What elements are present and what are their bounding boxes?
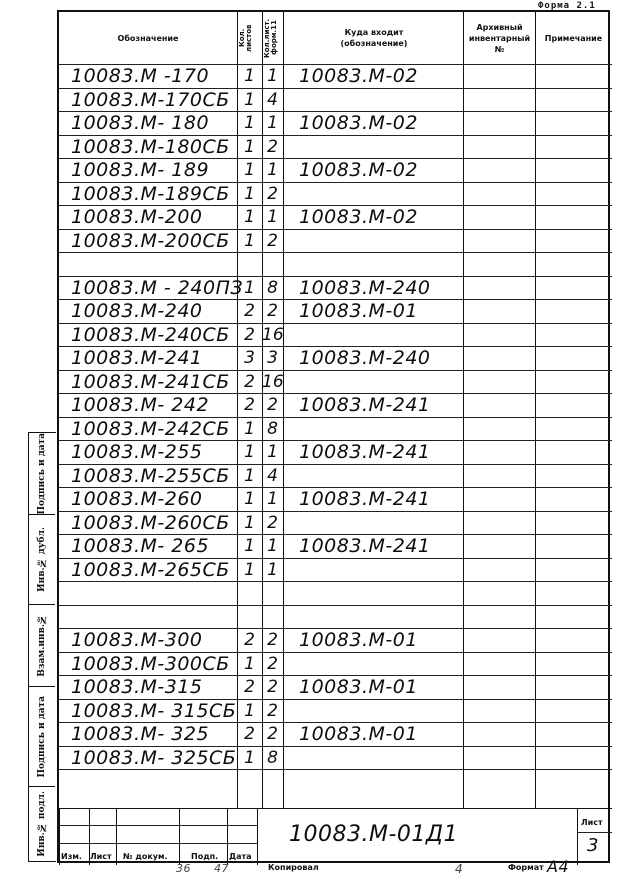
row-sheets: 1 xyxy=(244,160,255,180)
row-sheets: 3 xyxy=(244,348,255,368)
row-designation: 10083.М- 242 xyxy=(71,394,210,416)
row-sheets: 1 xyxy=(244,277,255,298)
row-designation: 10083.М- 189 xyxy=(71,159,210,181)
row-sheets: 2 xyxy=(244,371,255,392)
row-sheets: 1 xyxy=(244,418,255,439)
row-format: 1 xyxy=(267,207,278,227)
table-row xyxy=(59,675,612,699)
row-sheets: 2 xyxy=(244,395,255,415)
stamp-cell-sign: Подп. xyxy=(191,852,219,861)
row-designation: 10083.М-189СБ xyxy=(71,182,230,205)
table-row xyxy=(59,511,612,535)
row-sheets: 1 xyxy=(244,89,255,110)
row-used-in: 10083.М-01 xyxy=(299,723,418,745)
row-sheets: 1 xyxy=(244,183,255,204)
row-sheets: 1 xyxy=(244,66,255,86)
row-sheets: 1 xyxy=(244,700,255,721)
row-used-in: 10083.М-241 xyxy=(299,441,431,463)
row-designation: 10083.М-241СБ xyxy=(71,370,230,393)
table-row xyxy=(59,464,612,488)
table-row xyxy=(59,229,612,253)
table-row xyxy=(59,487,612,511)
side-cell-orig-inv: Инв.№ подл. xyxy=(37,791,47,857)
table-row xyxy=(59,346,612,370)
footer-mark-mid: 47 xyxy=(214,862,229,875)
row-format: 1 xyxy=(267,442,278,462)
footer-format-label: Формат xyxy=(508,863,544,872)
row-designation: 10083.М-242СБ xyxy=(71,417,230,440)
row-designation: 10083.М - 240ПЗ xyxy=(71,276,244,299)
table-row xyxy=(59,628,612,652)
row-format: 4 xyxy=(267,89,278,110)
col-header-note: Примечание xyxy=(544,33,603,43)
row-format: 1 xyxy=(267,113,278,133)
row-format: 2 xyxy=(267,653,278,674)
row-sheets: 1 xyxy=(244,113,255,133)
table-row xyxy=(59,252,612,276)
table-row xyxy=(59,393,612,417)
row-sheets: 2 xyxy=(244,724,255,744)
footer-copied: Копировал xyxy=(268,863,319,872)
row-designation: 10083.М- 315СБ xyxy=(71,699,237,722)
row-used-in: 10083.М-02 xyxy=(299,159,418,181)
row-designation: 10083.М- 180 xyxy=(71,112,210,134)
table-row xyxy=(59,746,612,770)
row-format: 2 xyxy=(267,677,278,697)
row-format: 8 xyxy=(267,277,278,298)
col-header-sheets: Кол. листов xyxy=(238,24,253,52)
row-designation: 10083.М-170СБ xyxy=(71,88,230,111)
table-row xyxy=(59,158,612,182)
table-row xyxy=(59,299,612,323)
row-format: 2 xyxy=(267,700,278,721)
table-row xyxy=(59,605,612,629)
row-sheets: 2 xyxy=(244,630,255,650)
side-cell-dup-inv: Инв.№ дубл. xyxy=(29,515,55,605)
row-designation: 10083.М -170 xyxy=(71,65,210,87)
col-header-format: Кол.лист. форм.11 xyxy=(263,18,278,58)
row-designation: 10083.М- 325 xyxy=(71,723,210,745)
table-row xyxy=(59,88,612,112)
sheet-number: 3 xyxy=(587,835,599,856)
row-designation: 10083.М-200СБ xyxy=(71,229,230,252)
row-designation: 10083.М- 265 xyxy=(71,535,210,557)
table-row xyxy=(59,581,612,605)
table-row xyxy=(59,135,612,159)
row-format: 8 xyxy=(267,747,278,768)
table-row xyxy=(59,417,612,441)
row-used-in: 10083.М-01 xyxy=(299,629,418,651)
side-cell-replace-inv: Взам.инв.№ xyxy=(29,605,55,687)
row-format: 8 xyxy=(267,418,278,439)
stamp-cell-list: Лист xyxy=(90,852,112,861)
footer-mark-left: 36 xyxy=(176,862,191,875)
row-designation: 10083.М-260СБ xyxy=(71,511,230,534)
row-format: 2 xyxy=(267,136,278,157)
table-row xyxy=(59,558,612,582)
table-row xyxy=(59,182,612,206)
row-sheets: 2 xyxy=(244,324,255,345)
row-sheets: 1 xyxy=(244,136,255,157)
row-format: 4 xyxy=(267,465,278,486)
row-used-in: 10083.М-02 xyxy=(299,65,418,87)
row-designation: 10083.М- 325СБ xyxy=(71,746,237,769)
table-row xyxy=(59,699,612,723)
sheet-label: Лист xyxy=(581,818,603,827)
table-row xyxy=(59,370,612,394)
col-header-archive: Архивный инвентарный № xyxy=(468,22,531,54)
row-designation: 10083.М-241 xyxy=(71,347,203,369)
table-row xyxy=(59,111,612,135)
table-row xyxy=(59,323,612,347)
row-sheets: 1 xyxy=(244,512,255,533)
side-cell-sign-date-1: Подпись и дата xyxy=(29,433,55,515)
row-format: 1 xyxy=(267,160,278,180)
row-used-in: 10083.М-240 xyxy=(299,347,431,369)
row-format: 2 xyxy=(267,301,278,321)
row-sheets: 1 xyxy=(244,465,255,486)
table-row xyxy=(59,276,612,300)
row-used-in: 10083.М-01 xyxy=(299,300,418,322)
row-sheets: 1 xyxy=(244,207,255,227)
row-format: 2 xyxy=(267,512,278,533)
row-sheets: 2 xyxy=(244,677,255,697)
row-format: 2 xyxy=(267,630,278,650)
row-format: 1 xyxy=(267,66,278,86)
row-sheets: 1 xyxy=(244,442,255,462)
row-format: 3 xyxy=(267,348,278,368)
row-format: 16 xyxy=(262,371,284,392)
side-cell-sign-date-2: Подпись и дата xyxy=(29,687,55,787)
row-designation: 10083.М-265СБ xyxy=(71,558,230,581)
row-used-in: 10083.М-241 xyxy=(299,488,431,510)
table-row xyxy=(59,652,612,676)
row-designation: 10083.М-255 xyxy=(71,441,203,463)
row-used-in: 10083.М-02 xyxy=(299,206,418,228)
row-used-in: 10083.М-241 xyxy=(299,394,431,416)
row-sheets: 1 xyxy=(244,747,255,768)
row-format: 1 xyxy=(267,559,278,580)
row-format: 2 xyxy=(267,395,278,415)
row-format: 16 xyxy=(262,324,284,345)
stamp-cell-doc: № докум. xyxy=(123,852,168,861)
col-header-designation: Обозначение xyxy=(117,33,179,43)
row-used-in: 10083.М-240 xyxy=(299,276,431,299)
row-designation: 10083.М-300СБ xyxy=(71,652,230,675)
row-designation: 10083.М-240СБ xyxy=(71,323,230,346)
row-sheets: 1 xyxy=(244,559,255,580)
side-annotation-strip xyxy=(28,432,56,862)
table-row xyxy=(59,534,612,558)
row-designation: 10083.М-300 xyxy=(71,629,203,651)
col-header-where-used: Куда входит (обозначение) xyxy=(340,28,408,48)
table-row xyxy=(59,440,612,464)
stamp-cell-date: Дата xyxy=(229,852,252,861)
row-sheets: 2 xyxy=(244,301,255,321)
table-row xyxy=(59,64,612,88)
row-sheets: 1 xyxy=(244,653,255,674)
row-designation: 10083.М-180СБ xyxy=(71,135,230,158)
row-designation: 10083.М-315 xyxy=(71,676,203,698)
row-format: 2 xyxy=(267,724,278,744)
row-used-in: 10083.М-01 xyxy=(299,676,418,698)
row-sheets: 1 xyxy=(244,230,255,251)
row-designation: 10083.М-200 xyxy=(71,206,203,228)
row-designation: 10083.М-255СБ xyxy=(71,464,230,487)
row-sheets: 1 xyxy=(244,489,255,509)
document-code: 10083.М-01Д1 xyxy=(289,822,459,847)
row-sheets: 1 xyxy=(244,536,255,556)
row-format: 1 xyxy=(267,489,278,509)
stamp-cell-izm: Изм. xyxy=(61,852,82,861)
row-format: 2 xyxy=(267,230,278,251)
document-sheet xyxy=(57,10,610,863)
table-row xyxy=(59,722,612,746)
footer-format-value: А4 xyxy=(547,857,570,876)
row-designation: 10083.М-260 xyxy=(71,488,203,510)
row-format: 2 xyxy=(267,183,278,204)
footer-mark-right: 4 xyxy=(455,862,464,876)
row-used-in: 10083.М-241 xyxy=(299,535,431,557)
row-designation: 10083.М-240 xyxy=(71,300,203,322)
row-used-in: 10083.М-02 xyxy=(299,112,418,134)
row-format: 1 xyxy=(267,536,278,556)
table-row xyxy=(59,205,612,229)
form-label: Форма 2.1 xyxy=(538,1,596,11)
